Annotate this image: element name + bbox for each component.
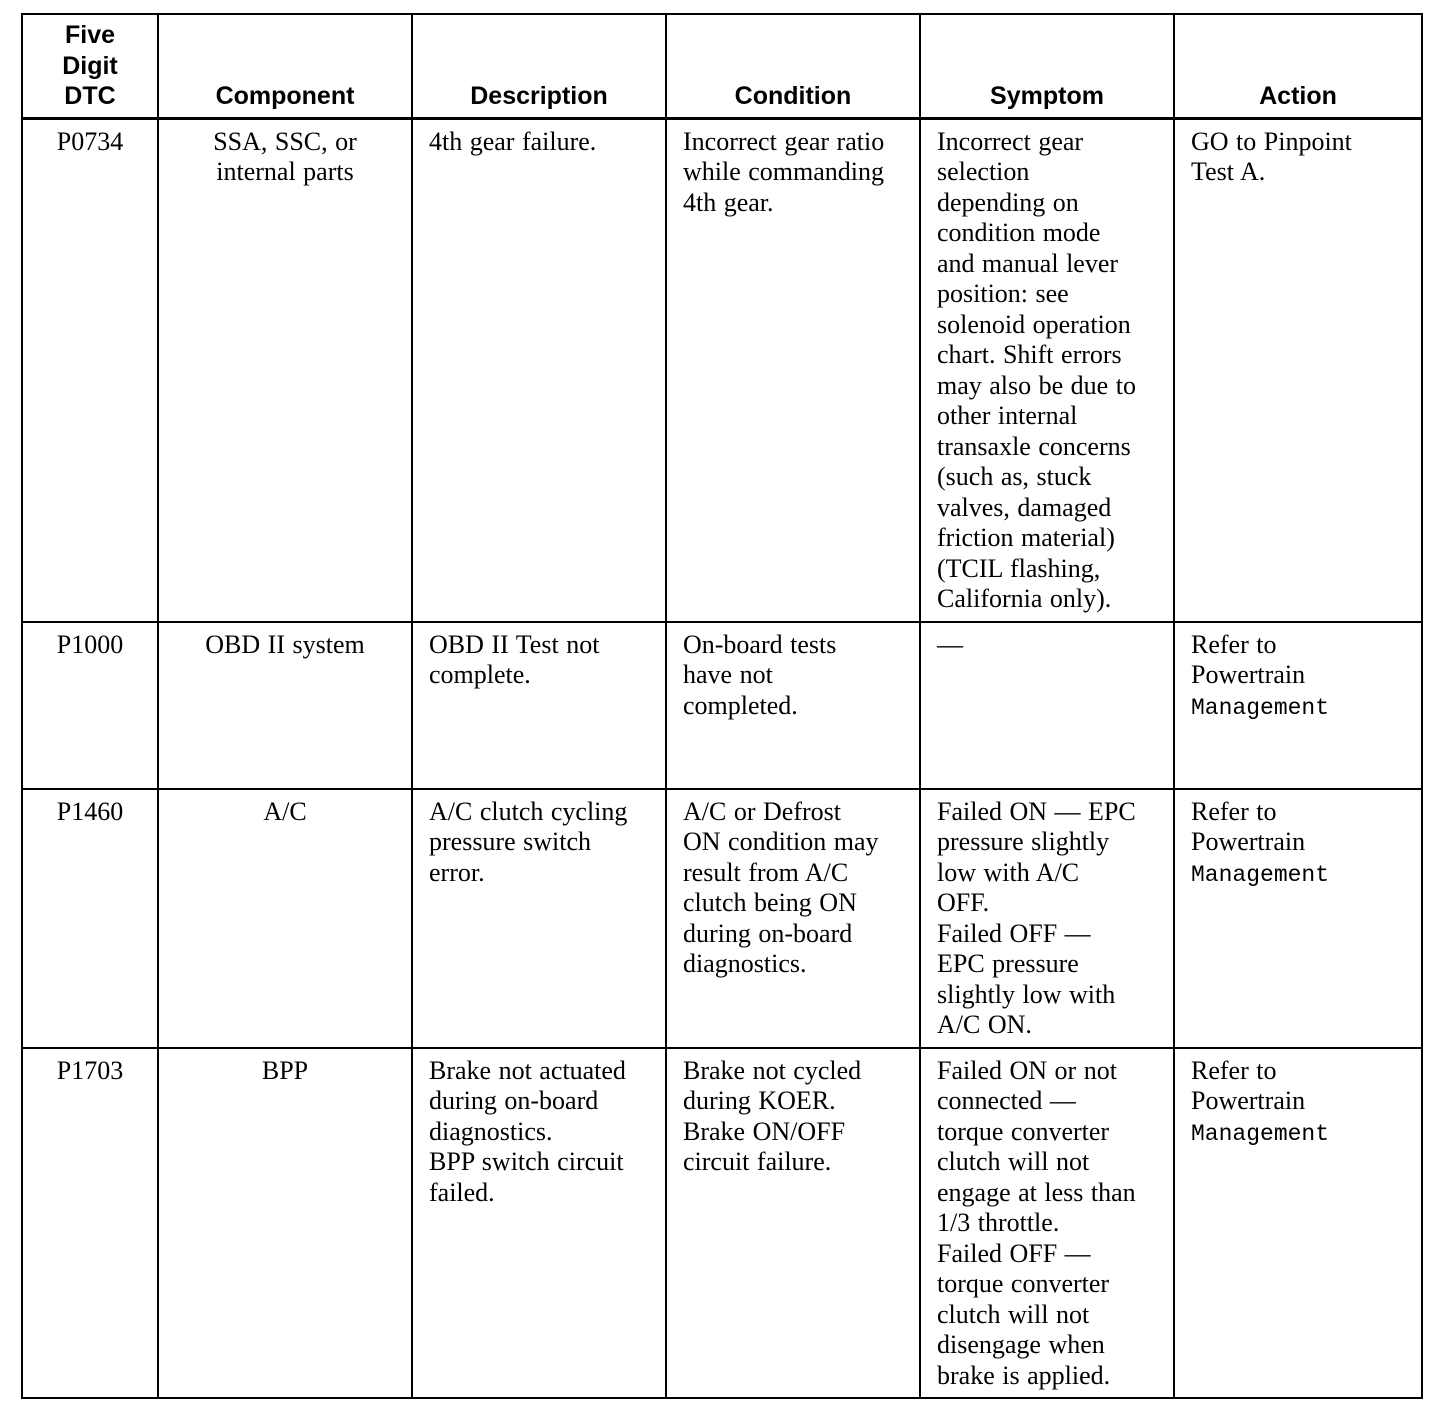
cell-component: A/C	[158, 789, 412, 1048]
header-action: Action	[1174, 14, 1422, 118]
table-row	[22, 622, 1422, 789]
cell-condition: On-board tests have not completed.	[666, 622, 920, 789]
cell-action	[1174, 622, 1422, 789]
table-row	[22, 789, 1422, 1048]
header-row	[22, 14, 1422, 118]
cell-symptom: —	[920, 622, 1174, 789]
cell-symptom: Incorrect gear selection depending on condition mode and manual lever position: see solenoid operation chart. Shift errors may also be due to other internal transaxle concerns (such as, stuck valves, damaged friction material) (TCIL flashing, California only).	[920, 118, 1174, 622]
action-text: Refer to Powertrain	[1191, 1055, 1306, 1115]
action-text: GO to Pinpoint Test A.	[1191, 126, 1352, 186]
cell-action	[1174, 789, 1422, 1048]
action-text: Refer to Powertrain	[1191, 796, 1306, 856]
header-condition: Condition	[666, 14, 920, 118]
cell-condition: Incorrect gear ratio while commanding 4th gear.	[666, 118, 920, 622]
cell-dtc: P1000	[22, 622, 158, 789]
cell-condition: Brake not cycled during KOER. Brake ON/OFF circuit failure.	[666, 1048, 920, 1399]
cell-description: OBD II Test not complete.	[412, 622, 666, 789]
cell-symptom: Failed ON — EPC pressure slightly low with A/C OFF. Failed OFF — EPC pressure slightly low with A/C ON.	[920, 789, 1174, 1048]
header-symptom: Symptom	[920, 14, 1174, 118]
table-row	[22, 1048, 1422, 1399]
cell-symptom: Failed ON or not connected — torque converter clutch will not engage at less than 1/3 throttle. Failed OFF — torque converter clutch will not disengage when brake is applied.	[920, 1048, 1174, 1399]
cell-component: OBD II system	[158, 622, 412, 789]
cell-component: BPP	[158, 1048, 412, 1399]
cell-action	[1174, 118, 1422, 622]
cell-component: SSA, SSC, or internal parts	[158, 118, 412, 622]
action-reference: Management	[1191, 861, 1330, 888]
cell-action	[1174, 1048, 1422, 1399]
cell-description: Brake not actuated during on-board diagnostics. BPP switch circuit failed.	[412, 1048, 666, 1399]
dtc-table	[21, 13, 1423, 1399]
cell-dtc: P1460	[22, 789, 158, 1048]
cell-description: 4th gear failure.	[412, 118, 666, 622]
header-description: Description	[412, 14, 666, 118]
cell-dtc: P0734	[22, 118, 158, 622]
action-reference: Management	[1191, 694, 1330, 721]
table-row	[22, 118, 1422, 622]
cell-description: A/C clutch cycling pressure switch error.	[412, 789, 666, 1048]
cell-dtc: P1703	[22, 1048, 158, 1399]
header-dtc: Five Digit DTC	[22, 14, 158, 118]
action-text: Refer to Powertrain	[1191, 629, 1306, 689]
header-component: Component	[158, 14, 412, 118]
action-reference: Management	[1191, 1120, 1330, 1147]
cell-condition: A/C or Defrost ON condition may result from A/C clutch being ON during on-board diagnostics.	[666, 789, 920, 1048]
